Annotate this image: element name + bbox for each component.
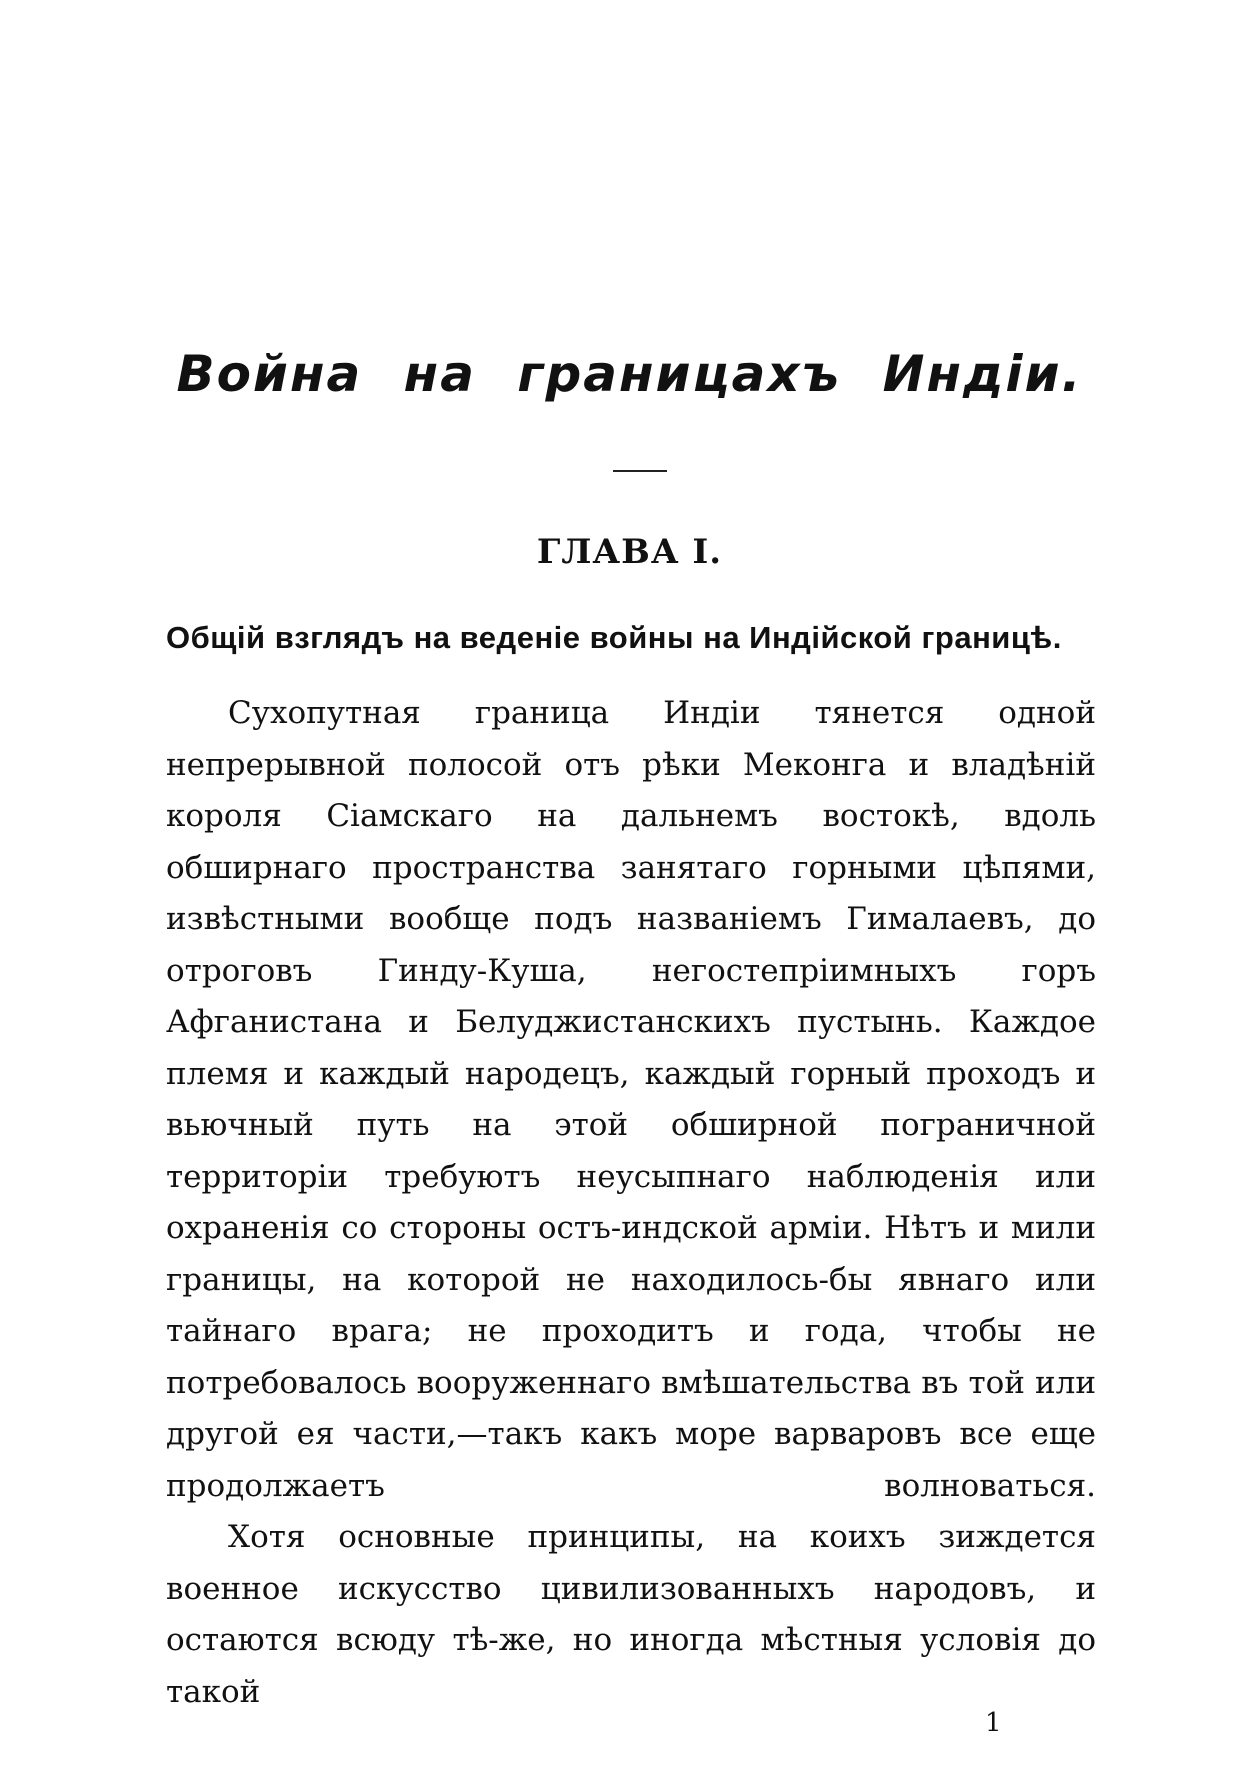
paragraph-1: Сухопутная граница Индіи тянется одной непрерывной полосой отъ рѣки Меконга и владѣній короля Сіамскаго на дальнемъ востокѣ, вдоль обширнаго пространства занятаго горными цѣпями, извѣстными вообще подъ названіемъ Гималаевъ, до отроговъ Гинду-Куша, негостепріимныхъ горъ Афганистана и Белуджистанскихъ пустынь. Каждое племя и каждый народецъ, каждый горный проходъ и вьючный путь на этой обширной пограничной территоріи требуютъ неусыпнаго наблюденія или охраненія со стороны остъ-индской арміи. Нѣтъ и мили границы, на которой не находилось-бы явнаго или тайнаго врага; не проходитъ и года, чтобы не потребовалось вооруженнаго вмѣшательства въ той или другой ея части,—такъ какъ море варваровъ все еще продолжаетъ волноваться.	[166, 695, 1096, 1504]
book-title: Война на границахъ Индіи.	[176, 345, 1083, 403]
body-text	[166, 688, 1096, 1718]
title-divider	[613, 470, 667, 472]
chapter-heading: Общій взглядъ на веденіе войны на Индійской границѣ.	[166, 620, 1062, 655]
page-number: 1	[985, 1708, 1002, 1738]
paragraph-2: Хотя основные принципы, на коихъ зиждется военное искусство цивилизованныхъ народовъ, и остаются всюду тѣ-же, но иногда мѣстныя условія до такой	[166, 1519, 1096, 1710]
chapter-label: ГЛАВА I.	[536, 532, 723, 572]
